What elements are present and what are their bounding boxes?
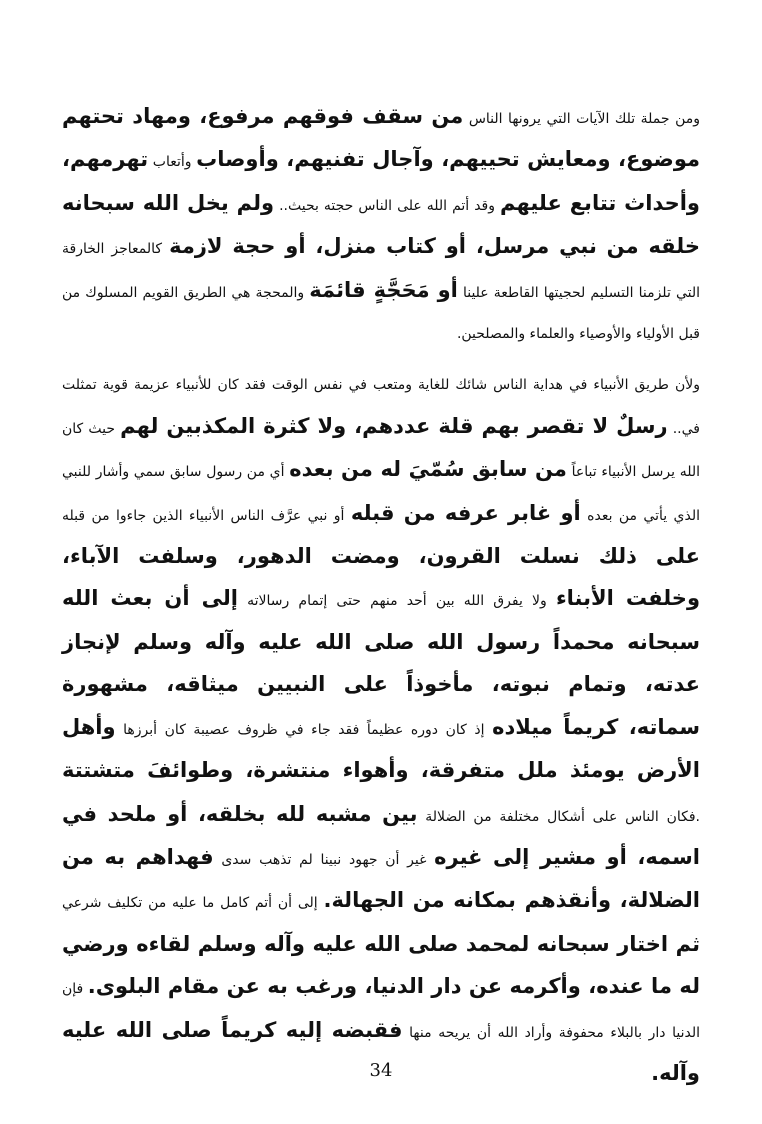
bold-quote-run: على ذلك نسلت القرون، ومضت الدهور، وسلفت الآباء، وخلفت الأبناء xyxy=(62,544,700,611)
commentary-run: ولا يفرق الله بين أحد منهم حتى إتمام رسالاته xyxy=(237,593,556,610)
bold-quote-run: من سقف فوقهم مرفوع، ومهاد تحتهم موضوع، ومعايش تحييهم، وآجال تفنيهم، وأوصاب xyxy=(62,104,700,172)
bold-quote-run: من سابق سُمّيَ له من بعده xyxy=(289,457,567,482)
commentary-run: وقد أتم الله على الناس حجته بحيث.. xyxy=(274,197,501,214)
commentary-run: إلى أن أتم كامل ما عليه من تكليف شرعي xyxy=(62,895,324,912)
bold-quote-run: إلى أن بعث الله سبحانه محمداً رسول الله صلى الله عليه وآله وسلم لإنجاز عدته، وتمام نبوته، مأخوذاً على النبيين ميثاقه، مشهورة سماته، كريماً ميلاده xyxy=(62,586,700,739)
commentary-run: كالمعاجز الخارقة التي تلزمنا التسليم لحجيتها القاطعة علينا xyxy=(62,241,701,301)
commentary-run: إذ كان دوره عظيماً فقد جاء في ظروف عصيبة كان أبرزها xyxy=(115,721,493,738)
commentary-run: فإن الدنيا دار بالبلاء محفوفة وأراد الله أن يريحه منها xyxy=(62,981,700,1041)
paragraph-2 xyxy=(62,364,700,1095)
commentary-run: .فكان الناس على أشكال مختلفة من الضلالة xyxy=(417,808,700,825)
bold-quote-run: ولم يخل الله سبحانه خلقه من نبي مرسل، أو كتاب منزل، أو حجة لازمة xyxy=(62,190,700,259)
bold-quote-run: تهرمهم، وأحداث تتابع عليهم xyxy=(62,147,700,215)
bold-quote-run: فهداهم به من الضلالة، وأنقذهم بمكانه من الجهالة. xyxy=(62,844,701,913)
commentary-run: والمحجة هي الطريق القويم المسلوك من قبل الأولياء والأوصياء والعلماء والمصلحين. xyxy=(62,284,700,343)
paragraph-1 xyxy=(62,96,700,354)
commentary-run: ولأن طريق الأنبياء في هداية الناس شائك للغاية ومتعب في نفس الوقت فقد كان للأنبياء عزيمة قوية تمثلت في.. xyxy=(62,377,700,437)
bold-quote-run: وأهل الأرض يومئذ ملل متفرقة، وأهواء منتشرة، وطوائفَ متشتتة xyxy=(62,714,700,783)
body-text xyxy=(62,96,700,1095)
bold-quote-run: رسلٌ لا تقصر بهم قلة عددهم، ولا كثرة المكذبين لهم xyxy=(120,413,668,438)
commentary-run: حيث كان الله يرسل الأنبياء تباعاً xyxy=(62,420,700,481)
commentary-run: ومن جملة تلك الآيات التي يرونها الناس xyxy=(463,111,700,127)
commentary-run: وأتعاب xyxy=(148,154,197,171)
bold-quote-run: ثم اختار سبحانه لمحمد صلى الله عليه وآله وسلم لقاءه ورضي له ما عنده، وأكرمه عن دار الدنيا، ورغب به عن مقام البلوى. xyxy=(62,931,700,999)
bold-quote-run: أو مَحَجَّةٍ قائمَة xyxy=(309,277,458,302)
bold-quote-run: بين مشبه لله بخلقه، أو ملحد في اسمه، أو مشير إلى غيره xyxy=(62,801,700,869)
commentary-run: أي من رسول سابق سمي وأشار للنبي الذي يأتي من بعده xyxy=(62,464,701,524)
bold-quote-run: فقبضه إليه كريماً صلى الله عليه وآله. xyxy=(62,1017,700,1085)
page-number: 34 xyxy=(369,1060,393,1081)
commentary-run: غير أن جهود نبينا لم تذهب سدى xyxy=(213,851,435,868)
commentary-run: أو نبي عرَّف الناس الأنبياء الذين جاءوا من قبله xyxy=(62,507,351,524)
bold-quote-run: أو غابر عرفه من قبله xyxy=(350,500,581,525)
